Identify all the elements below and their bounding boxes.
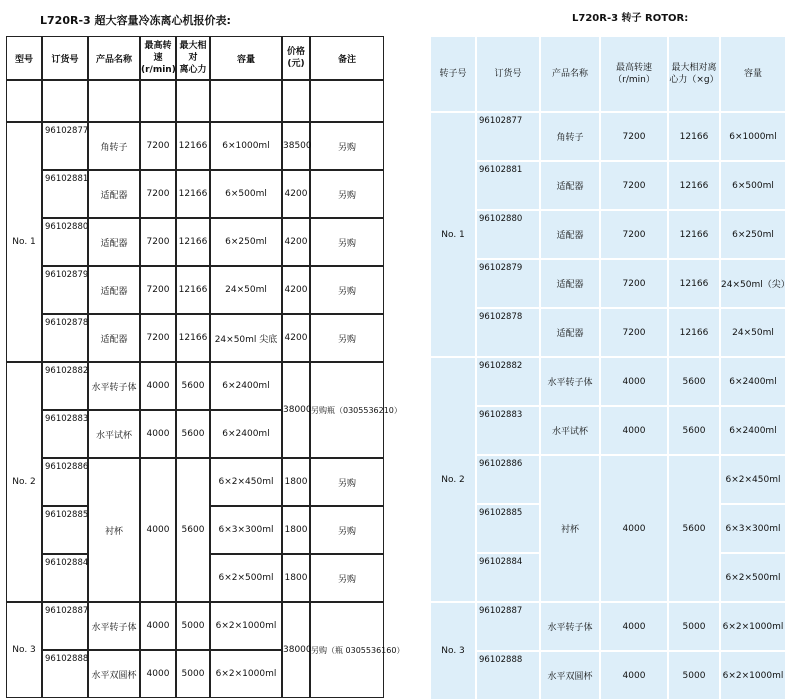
model-cell: No. 2 <box>6 362 42 602</box>
model-cell: No. 1 <box>6 122 42 362</box>
price: 38000 <box>282 362 310 458</box>
capacity: 6×2400ml <box>210 410 282 458</box>
header-max-rcf: 最大相对 离心力 <box>176 36 210 80</box>
table-row <box>430 210 786 259</box>
price: 4200 <box>282 266 310 314</box>
max-speed: 7200 <box>600 308 668 357</box>
note: 另购 <box>310 506 384 554</box>
table-row <box>6 602 384 650</box>
order-number: 96102886 <box>42 458 88 506</box>
order-number: 96102879 <box>42 266 88 314</box>
max-rcf: 5600 <box>176 362 210 410</box>
blank-cell <box>6 80 42 122</box>
table-row <box>430 455 786 504</box>
product-name: 水平转子体 <box>540 357 600 406</box>
capacity: 6×3×300ml <box>720 504 786 553</box>
product-name: 适配器 <box>540 308 600 357</box>
capacity: 6×1000ml <box>210 122 282 170</box>
product-name: 衬杯 <box>540 455 600 602</box>
max-speed: 7200 <box>140 170 176 218</box>
capacity: 6×1000ml <box>720 112 786 161</box>
order-number: 96102882 <box>42 362 88 410</box>
max-rcf: 12166 <box>668 259 720 308</box>
note: 另购 <box>310 554 384 602</box>
price: 1800 <box>282 458 310 506</box>
capacity: 6×2×500ml <box>210 554 282 602</box>
note: 另购 <box>310 314 384 362</box>
table-row <box>6 314 384 362</box>
product-name: 角转子 <box>540 112 600 161</box>
model-cell: No. 1 <box>430 112 476 357</box>
header-order-no: 订货号 <box>476 36 540 112</box>
max-speed: 4000 <box>140 362 176 410</box>
model-cell: No. 2 <box>430 357 476 602</box>
note: 另购瓶（0305536210） <box>310 362 384 458</box>
table-row <box>6 218 384 266</box>
max-speed: 4000 <box>600 357 668 406</box>
product-name: 适配器 <box>88 170 140 218</box>
max-rcf: 12166 <box>176 218 210 266</box>
max-rcf: 5000 <box>176 650 210 698</box>
max-speed: 7200 <box>600 259 668 308</box>
capacity: 6×250ml <box>210 218 282 266</box>
order-number: 96102880 <box>42 218 88 266</box>
max-rcf: 12166 <box>668 112 720 161</box>
product-name: 适配器 <box>540 210 600 259</box>
max-speed: 7200 <box>140 218 176 266</box>
max-rcf: 5000 <box>176 602 210 650</box>
capacity: 24×50ml <box>210 266 282 314</box>
order-number: 96102880 <box>476 210 540 259</box>
max-rcf: 12166 <box>176 314 210 362</box>
max-rcf: 5600 <box>668 357 720 406</box>
product-name: 水平转子体 <box>540 602 600 651</box>
capacity: 6×2400ml <box>720 406 786 455</box>
product-name: 水平转子体 <box>88 602 140 650</box>
header-product-name: 产品名称 <box>540 36 600 112</box>
blank-cell <box>140 80 176 122</box>
max-rcf: 5600 <box>668 455 720 602</box>
order-number: 96102881 <box>476 161 540 210</box>
max-rcf: 12166 <box>668 161 720 210</box>
table-row <box>6 170 384 218</box>
max-speed: 4000 <box>140 458 176 602</box>
left-header-row <box>6 36 384 80</box>
max-speed: 7200 <box>140 314 176 362</box>
product-name: 水平双圆杯 <box>88 650 140 698</box>
price: 1800 <box>282 506 310 554</box>
capacity: 6×2×450ml <box>720 455 786 504</box>
order-number: 96102877 <box>476 112 540 161</box>
left-price-table <box>6 36 405 698</box>
max-speed: 4000 <box>140 650 176 698</box>
note: 另购 <box>310 170 384 218</box>
capacity: 24×50ml <box>720 308 786 357</box>
capacity: 6×500ml <box>720 161 786 210</box>
order-number: 96102878 <box>42 314 88 362</box>
order-number: 96102887 <box>476 602 540 651</box>
blank-cell <box>42 80 88 122</box>
capacity: 6×3×300ml <box>210 506 282 554</box>
order-number: 96102881 <box>42 170 88 218</box>
blank-cell <box>210 80 282 122</box>
max-rcf: 12166 <box>668 308 720 357</box>
order-number: 96102888 <box>42 650 88 698</box>
product-name: 水平双圆杯 <box>540 651 600 700</box>
blank-cell <box>282 80 310 122</box>
max-speed: 4000 <box>600 455 668 602</box>
max-rcf: 5000 <box>668 651 720 700</box>
order-number: 96102886 <box>476 455 540 504</box>
order-number: 96102882 <box>476 357 540 406</box>
order-number: 96102884 <box>42 554 88 602</box>
capacity: 6×2400ml <box>720 357 786 406</box>
note: 另购（瓶 0305536160） <box>310 602 384 698</box>
right-header-row <box>430 36 786 112</box>
header-max-speed: 最高转速（r/min） <box>600 36 668 112</box>
capacity: 6×2400ml <box>210 362 282 410</box>
max-speed: 4000 <box>600 651 668 700</box>
table-row <box>430 406 786 455</box>
blank-cell <box>88 80 140 122</box>
table-row <box>430 651 786 700</box>
max-rcf: 12166 <box>176 266 210 314</box>
max-rcf: 12166 <box>668 210 720 259</box>
note: 另购 <box>310 458 384 506</box>
price: 38500 <box>282 122 310 170</box>
max-speed: 4000 <box>140 602 176 650</box>
right-table-title: L720R-3 转子 ROTOR: <box>572 13 689 24</box>
order-number: 96102885 <box>42 506 88 554</box>
model-cell: No. 3 <box>6 602 42 698</box>
product-name: 水平试杯 <box>540 406 600 455</box>
max-rcf: 5600 <box>176 410 210 458</box>
max-speed: 4000 <box>140 410 176 458</box>
order-number: 96102887 <box>42 602 88 650</box>
blank-cell <box>176 80 210 122</box>
left-table-title: L720R-3 超大容量冷冻离心机报价表: <box>40 14 231 27</box>
order-number: 96102879 <box>476 259 540 308</box>
price: 4200 <box>282 218 310 266</box>
product-name: 水平转子体 <box>88 362 140 410</box>
price: 1800 <box>282 554 310 602</box>
capacity: 24×50ml 尖底 <box>210 314 282 362</box>
capacity: 6×2×500ml <box>720 553 786 602</box>
header-capacity: 容量 <box>720 36 786 112</box>
order-number: 96102878 <box>476 308 540 357</box>
table-row <box>6 458 384 506</box>
right-rotor-table <box>430 36 790 700</box>
product-name: 适配器 <box>540 161 600 210</box>
table-row <box>430 357 786 406</box>
capacity: 6×250ml <box>720 210 786 259</box>
header-max-rcf: 最大相对离心力（×g） <box>668 36 720 112</box>
header-model: 型号 <box>6 36 42 80</box>
price: 38000 <box>282 602 310 698</box>
product-name: 适配器 <box>540 259 600 308</box>
table-row <box>6 266 384 314</box>
note: 另购 <box>310 218 384 266</box>
order-number: 96102883 <box>476 406 540 455</box>
capacity: 6×500ml <box>210 170 282 218</box>
capacity: 6×2×1000ml <box>210 650 282 698</box>
capacity: 6×2×1000ml <box>210 602 282 650</box>
blank-cell <box>310 80 384 122</box>
product-name: 适配器 <box>88 218 140 266</box>
capacity: 6×2×1000ml <box>720 651 786 700</box>
capacity: 6×2×450ml <box>210 458 282 506</box>
header-note: 备注 <box>310 36 384 80</box>
table-row <box>430 259 786 308</box>
header-order-no: 订货号 <box>42 36 88 80</box>
order-number: 96102877 <box>42 122 88 170</box>
capacity: 6×2×1000ml <box>720 602 786 651</box>
max-speed: 4000 <box>600 602 668 651</box>
order-number: 96102888 <box>476 651 540 700</box>
header-product-name: 产品名称 <box>88 36 140 80</box>
max-speed: 7200 <box>600 161 668 210</box>
max-speed: 7200 <box>600 210 668 259</box>
product-name: 适配器 <box>88 314 140 362</box>
product-name: 角转子 <box>88 122 140 170</box>
max-speed: 7200 <box>600 112 668 161</box>
max-rcf: 5600 <box>176 458 210 602</box>
table-row <box>6 122 384 170</box>
table-row <box>430 112 786 161</box>
max-rcf: 5600 <box>668 406 720 455</box>
blank-row <box>6 80 384 122</box>
table-row <box>430 602 786 651</box>
note: 另购 <box>310 122 384 170</box>
table-row <box>6 362 384 410</box>
order-number: 96102883 <box>42 410 88 458</box>
table-row <box>430 161 786 210</box>
model-cell: No. 3 <box>430 602 476 700</box>
header-max-speed: 最高转速 (r/min) <box>140 36 176 80</box>
capacity: 24×50ml（尖） <box>720 259 786 308</box>
max-rcf: 5000 <box>668 602 720 651</box>
header-rotor-no: 转子号 <box>430 36 476 112</box>
product-name: 衬杯 <box>88 458 140 602</box>
order-number: 96102885 <box>476 504 540 553</box>
header-price: 价格 (元) <box>282 36 310 80</box>
product-name: 水平试杯 <box>88 410 140 458</box>
header-capacity: 容量 <box>210 36 282 80</box>
order-number: 96102884 <box>476 553 540 602</box>
max-speed: 7200 <box>140 266 176 314</box>
price: 4200 <box>282 170 310 218</box>
table-row <box>430 308 786 357</box>
max-rcf: 12166 <box>176 122 210 170</box>
price: 4200 <box>282 314 310 362</box>
max-speed: 7200 <box>140 122 176 170</box>
note: 另购 <box>310 266 384 314</box>
max-speed: 4000 <box>600 406 668 455</box>
product-name: 适配器 <box>88 266 140 314</box>
max-rcf: 12166 <box>176 170 210 218</box>
